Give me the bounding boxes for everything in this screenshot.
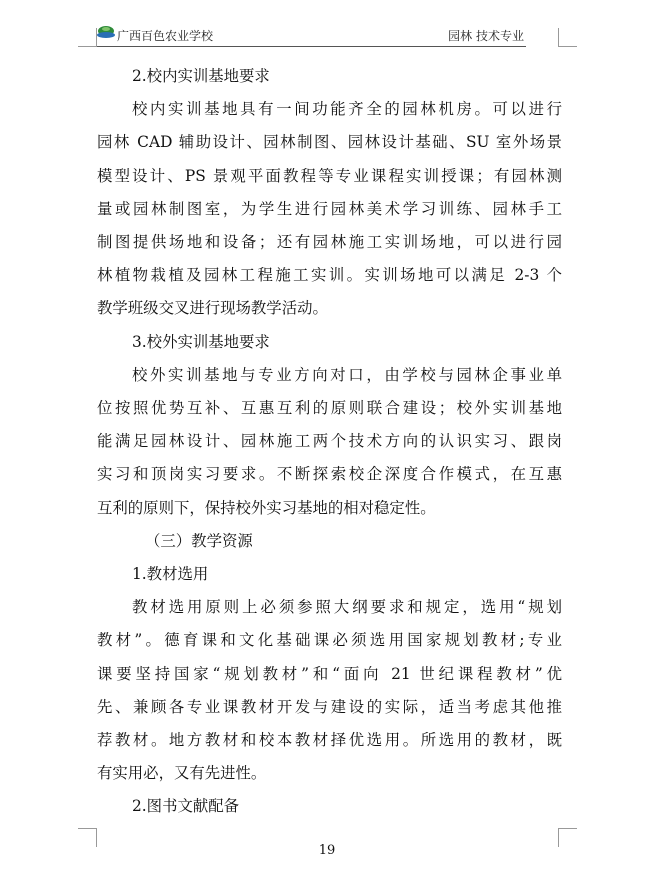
paragraph-line: 教材选用原则上必须参照大纲要求和规定，选用“规划: [132, 598, 562, 617]
school-name: 广西百色农业学校: [117, 29, 214, 43]
paragraph-line: 荐教材。地方教材和校本教材择优选用。所选用的教材，既: [97, 731, 562, 750]
section-heading: 1.教材选用: [132, 565, 209, 584]
page-header: [96, 20, 526, 47]
school-logo-icon: [96, 22, 116, 42]
paragraph-line: 互利的原则下，保持校外实习基地的相对稳定性。: [97, 498, 436, 517]
paragraph-line: 校内实训基地具有一间功能齐全的园林机房。可以进行: [132, 100, 562, 119]
paragraph-line: 模型设计、PS 景观平面教程等专业课程实训授课；有园林测: [97, 166, 562, 185]
page-number: 19: [318, 843, 336, 858]
paragraph-line: 实习和顶岗实习要求。不断探索校企深度合作模式，在互惠: [97, 465, 562, 484]
paragraph-line: 能满足园林设计、园林施工两个技术方向的认识实习、跟岗: [97, 432, 562, 451]
crop-mark-top-right: [558, 28, 577, 47]
paragraph-line: 课要坚持国家“规划教材”和“面向 21 世纪课程教材”优: [97, 664, 562, 683]
document-body: [97, 60, 562, 824]
paragraph-line: 位按照优势互补、互惠互利的原则联合建设；校外实训基地: [97, 399, 562, 418]
section-heading: 3.校外实训基地要求: [132, 332, 270, 351]
paragraph-line: 教材”。德育课和文化基础课必须选用国家规划教材;专业: [97, 631, 562, 650]
crop-mark-top-left: [78, 28, 97, 47]
paragraph-line: 林植物栽植及园林工程施工实训。实训场地可以满足 2-3 个: [97, 266, 562, 285]
paragraph-line: 教学班级交叉进行现场教学活动。: [97, 299, 328, 318]
paragraph-line: 园林 CAD 辅助设计、园林制图、园林设计基础、SU 室外场景: [97, 133, 562, 152]
chapter-heading: （三）教学资源: [145, 531, 253, 550]
paragraph-line: 先、兼顾各专业课教材开发与建设的实际，适当考虑其他推: [97, 697, 562, 716]
paragraph-line: 制图提供场地和设备；还有园林施工实训场地，可以进行园: [97, 233, 562, 252]
major-name: 园林 技术专业: [448, 29, 524, 43]
section-heading: 2.图书文献配备: [132, 797, 240, 816]
paragraph-line: 有实用必，又有先进性。: [97, 764, 267, 783]
paragraph-line: 校外实训基地与专业方向对口，由学校与园林企事业单: [132, 365, 562, 384]
section-heading: 2.校内实训基地要求: [132, 67, 270, 85]
paragraph-line: 量或园林制图室，为学生进行园林美术学习训练、园林手工: [97, 199, 562, 218]
